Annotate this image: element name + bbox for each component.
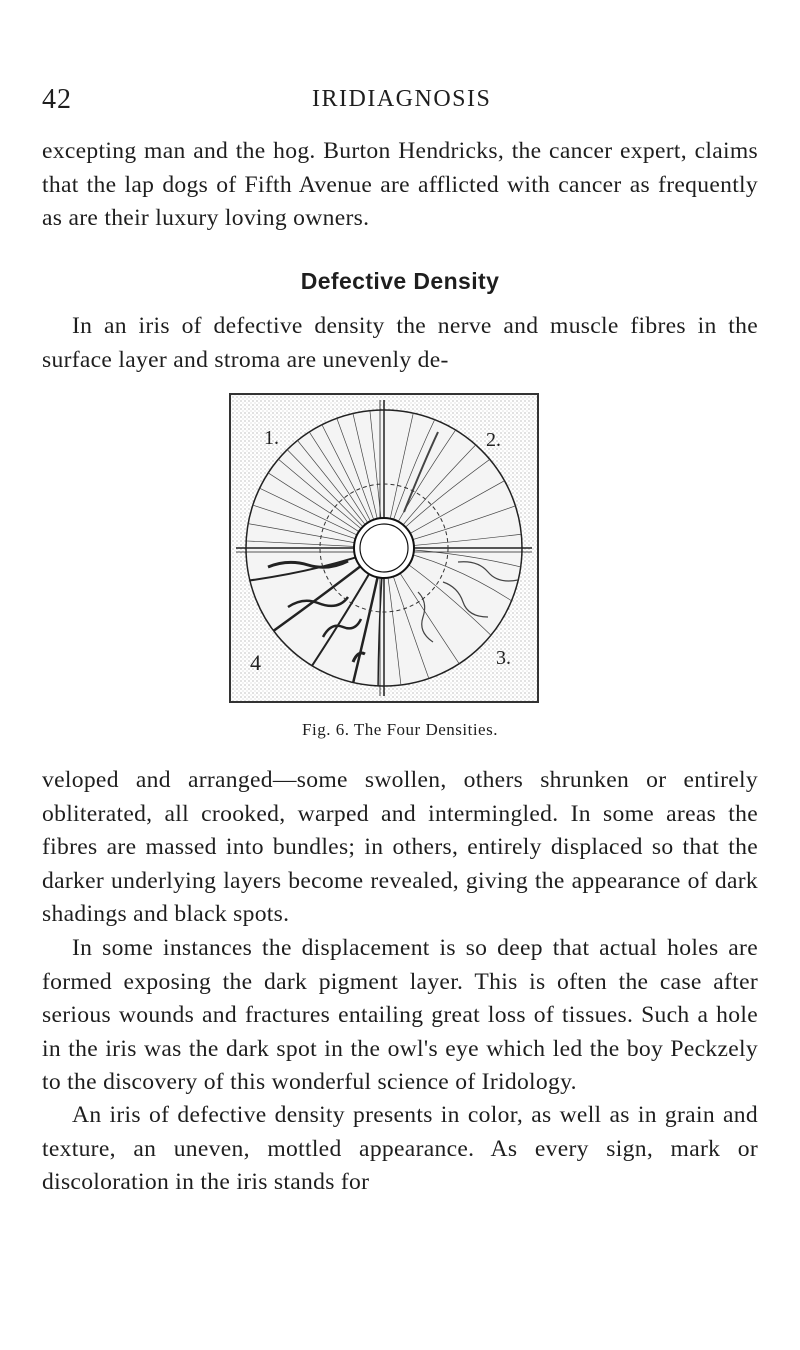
- paragraph-2: In an iris of defective density the nerve and muscle fibres in the surface layer and stroma are unevenly de-: [42, 313, 758, 373]
- paragraph-4: In some instances the displacement is so deep that actual holes are formed exposing the dark pigment layer. This is often the case after serious wounds and fractures entailing great loss of tissues. Such a hole in the iris was the dark spot in the owl's eye which led the boy Peckzely to the discovery of this wonderful science of Iridology.: [42, 935, 758, 1096]
- pupil: [354, 518, 414, 578]
- label-quadrant-4: 4: [250, 650, 261, 675]
- iris-diagram: [228, 392, 540, 704]
- paragraph-3: veloped and arranged—some swollen, others shrunken or entirely obliterated, all crooked, warped and intermingled. In some areas the fibres are massed into bundles; in others, entirely displaced so that the darker underlying layers become revealed, giving the appearance of dark shadings and black spots.: [42, 767, 758, 928]
- paragraph-5: An iris of defective density presents in color, as well as in grain and texture, an uneven, mottled appearance. As every sign, mark or discoloration in the iris stands for: [42, 1102, 758, 1196]
- label-quadrant-3: 3.: [496, 647, 511, 669]
- page-number: 42: [42, 84, 72, 115]
- paragraph-1: excepting man and the hog. Burton Hendricks, the cancer expert, claims that the lap dogs of Fifth Avenue are afflicted with cancer as frequently as are their luxury loving owners.: [42, 138, 758, 232]
- running-title: IRIDIAGNOSIS: [312, 86, 492, 112]
- running-head: [42, 84, 758, 120]
- section-heading: Defective Density: [300, 268, 500, 294]
- iris-density-figure: [228, 392, 540, 704]
- label-quadrant-2: 2.: [486, 429, 501, 451]
- figure-caption: Fig. 6. The Four Densities.: [302, 720, 498, 739]
- label-quadrant-1: 1.: [264, 427, 279, 449]
